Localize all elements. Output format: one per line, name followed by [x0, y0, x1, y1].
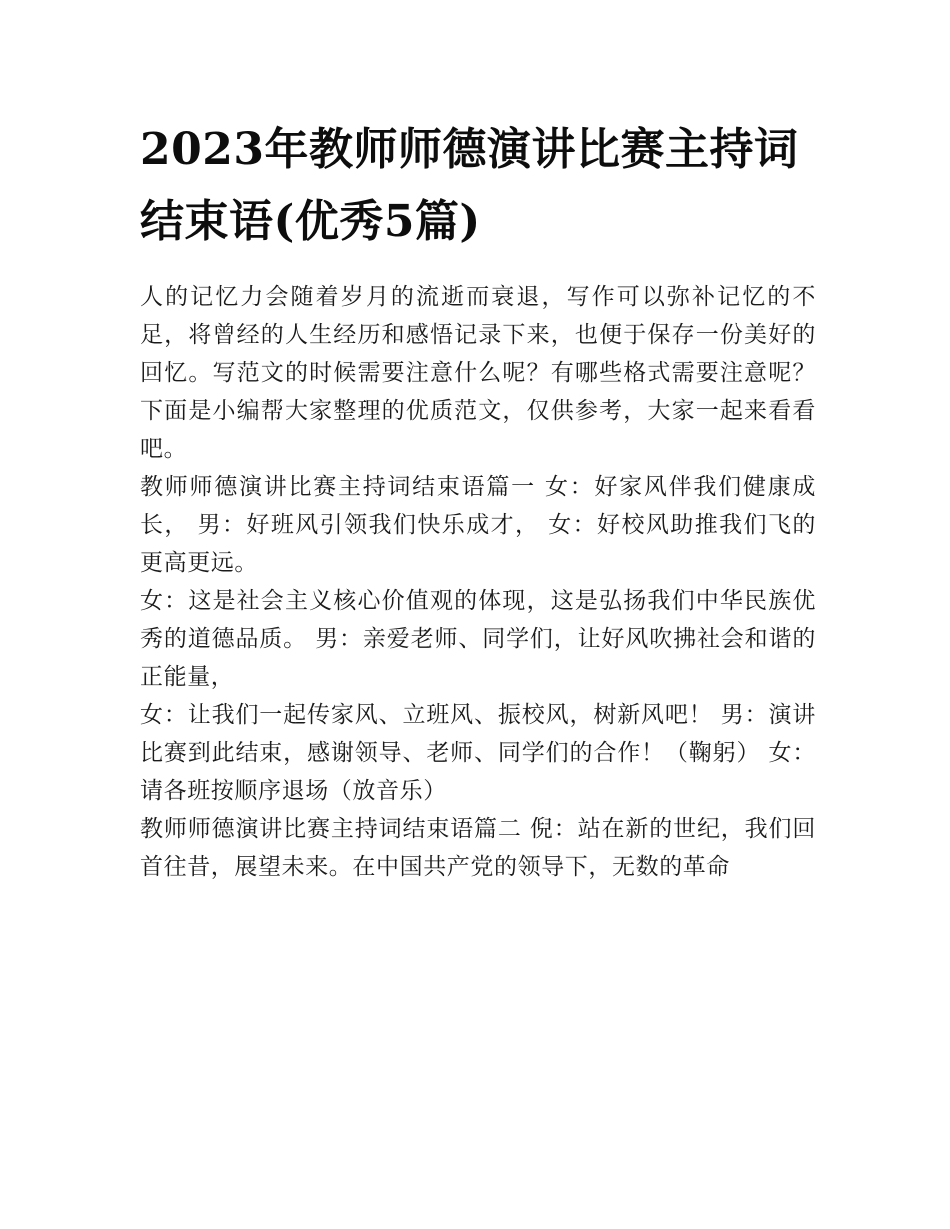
document-title: 2023年教师师德演讲比赛主持词结束语(优秀5篇) [140, 124, 799, 247]
section-one-opening-paragraph: 教师师德演讲比赛主持词结束语篇一 女：好家风伴我们健康成长， 男：好班风引领我们快乐成才， 女：好校风助推我们飞的更高更远。 [140, 474, 816, 576]
section-two-opening-paragraph: 教师师德演讲比赛主持词结束语篇二 倪：站在新的世纪，我们回首往昔，展望未来。在中国共产党的领导下，无数的革命 [140, 816, 816, 880]
document-content [140, 114, 816, 886]
document-body [140, 278, 816, 886]
intro-paragraph: 人的记忆力会随着岁月的流逝而衰退，写作可以弥补记忆的不足，将曾经的人生经历和感悟记录下来，也便于保存一份美好的回忆。写范文的时候需要注意什么呢？有哪些格式需要注意呢？下面是小编帮大家整理的优质范文，仅供参考，大家一起来看看吧。 [140, 284, 816, 462]
section-one-dialogue-paragraph: 女：这是社会主义核心价值观的体现，这是弘扬我们中华民族优秀的道德品质。 男：亲爱老师、同学们，让好风吹拂社会和谐的正能量， [140, 588, 816, 690]
section-one-closing-paragraph: 女：让我们一起传家风、立班风、振校风，树新风吧！ 男：演讲比赛到此结束，感谢领导、老师、同学们的合作！（鞠躬） 女：请各班按顺序退场（放音乐） [140, 702, 816, 804]
